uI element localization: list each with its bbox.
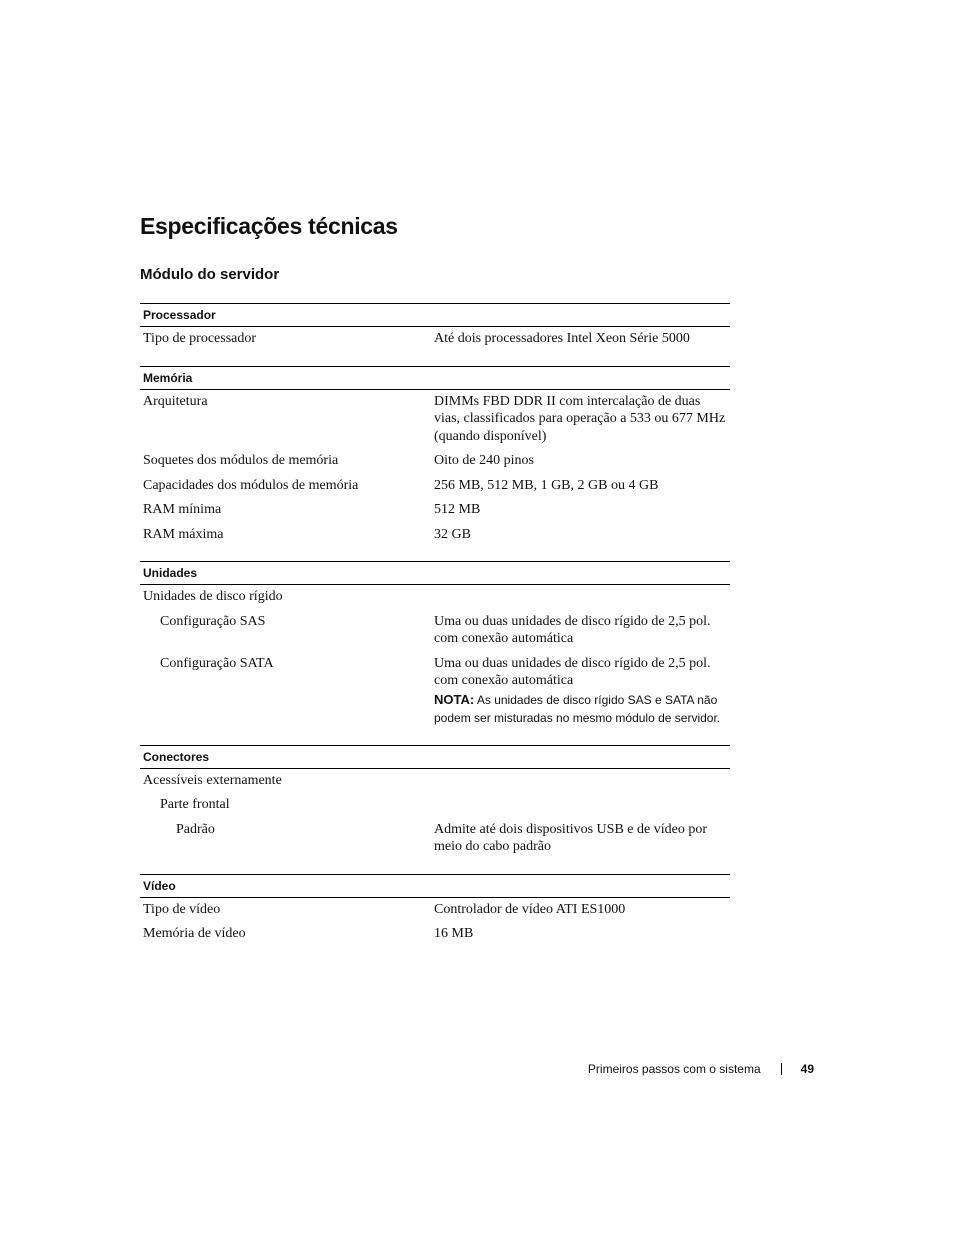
spec-value: 16 MB [434, 926, 474, 941]
spec-value: Controlador de vídeo ATI ES1000 [434, 901, 626, 917]
group-header: Vídeo [140, 874, 730, 898]
spec-row [140, 654, 730, 733]
spec-label: Tipo de processador [143, 331, 257, 346]
spec-row [140, 476, 730, 501]
spec-value: 32 GB [434, 526, 471, 542]
spec-value: DIMMs FBD DDR II com intercalação de duas vias, classificados para operação a 533 ou 677 MHz (quando disponível) [434, 393, 726, 444]
group-processador [140, 303, 730, 366]
group-header: Memória [140, 366, 730, 390]
spec-subheader-label: Unidades de disco rígido [143, 589, 283, 604]
spec-label: RAM mínima [143, 502, 222, 517]
footer-divider [781, 1063, 782, 1075]
footer-text: Primeiros passos com o sistema [587, 1062, 761, 1076]
group-header: Processador [140, 303, 730, 327]
spec-subsubheader [140, 795, 730, 820]
spec-subheader [140, 771, 730, 796]
group-memoria [140, 366, 730, 562]
spec-subsubheader-label: Parte frontal [160, 797, 230, 812]
spec-row [140, 612, 730, 654]
spec-value: Uma ou duas unidades de disco rígido de 2,5 pol. com conexão automática [434, 613, 711, 646]
spec-row [140, 329, 730, 354]
spec-value: Até dois processadores Intel Xeon Série 5000 [434, 331, 690, 346]
group-header: Conectores [140, 745, 730, 769]
spec-row [140, 451, 730, 476]
spec-label: RAM máxima [143, 526, 224, 542]
spec-row [140, 500, 730, 525]
spec-label: Capacidades dos módulos de memória [143, 477, 359, 493]
spec-table [140, 303, 730, 961]
spec-label: Tipo de vídeo [143, 901, 221, 917]
spec-row [140, 392, 730, 452]
page-title: Especificações técnicas [140, 213, 398, 239]
group-conectores [140, 745, 730, 874]
spec-subheader-label: Acessíveis externamente [143, 772, 282, 788]
spec-row [140, 525, 730, 550]
spec-label: Memória de vídeo [143, 926, 246, 941]
spec-label: Configuração SATA [160, 655, 274, 671]
group-video [140, 874, 730, 961]
spec-value: 512 MB [434, 502, 481, 517]
spec-label: Configuração SAS [160, 613, 266, 629]
spec-value: 256 MB, 512 MB, 1 GB, 2 GB ou 4 GB [434, 477, 659, 493]
spec-value-with-note [434, 655, 730, 727]
page-footer [588, 1062, 814, 1076]
spec-subheader [140, 587, 730, 612]
group-header: Unidades [140, 561, 730, 585]
spec-value: Oito de 240 pinos [434, 453, 534, 468]
group-unidades [140, 561, 730, 745]
note-label: NOTA: [434, 691, 475, 707]
spec-value: Uma ou duas unidades de disco rígido de 2,5 pol. com conexão automática [434, 655, 711, 688]
spec-row [140, 924, 730, 949]
note-text: As unidades de disco rígido SAS e SATA não podem ser misturadas no mesmo módulo de servidor. [434, 692, 721, 725]
note [434, 691, 726, 727]
page-number: 49 [800, 1062, 814, 1076]
spec-label: Arquitetura [143, 393, 208, 409]
spec-row [140, 820, 730, 862]
spec-label: Padrão [176, 821, 215, 837]
spec-value: Admite até dois dispositivos USB e de vídeo por meio do cabo padrão [434, 821, 707, 854]
spec-row [140, 900, 730, 925]
section-title: Módulo do servidor [140, 266, 280, 283]
spec-label: Soquetes dos módulos de memória [143, 453, 339, 468]
